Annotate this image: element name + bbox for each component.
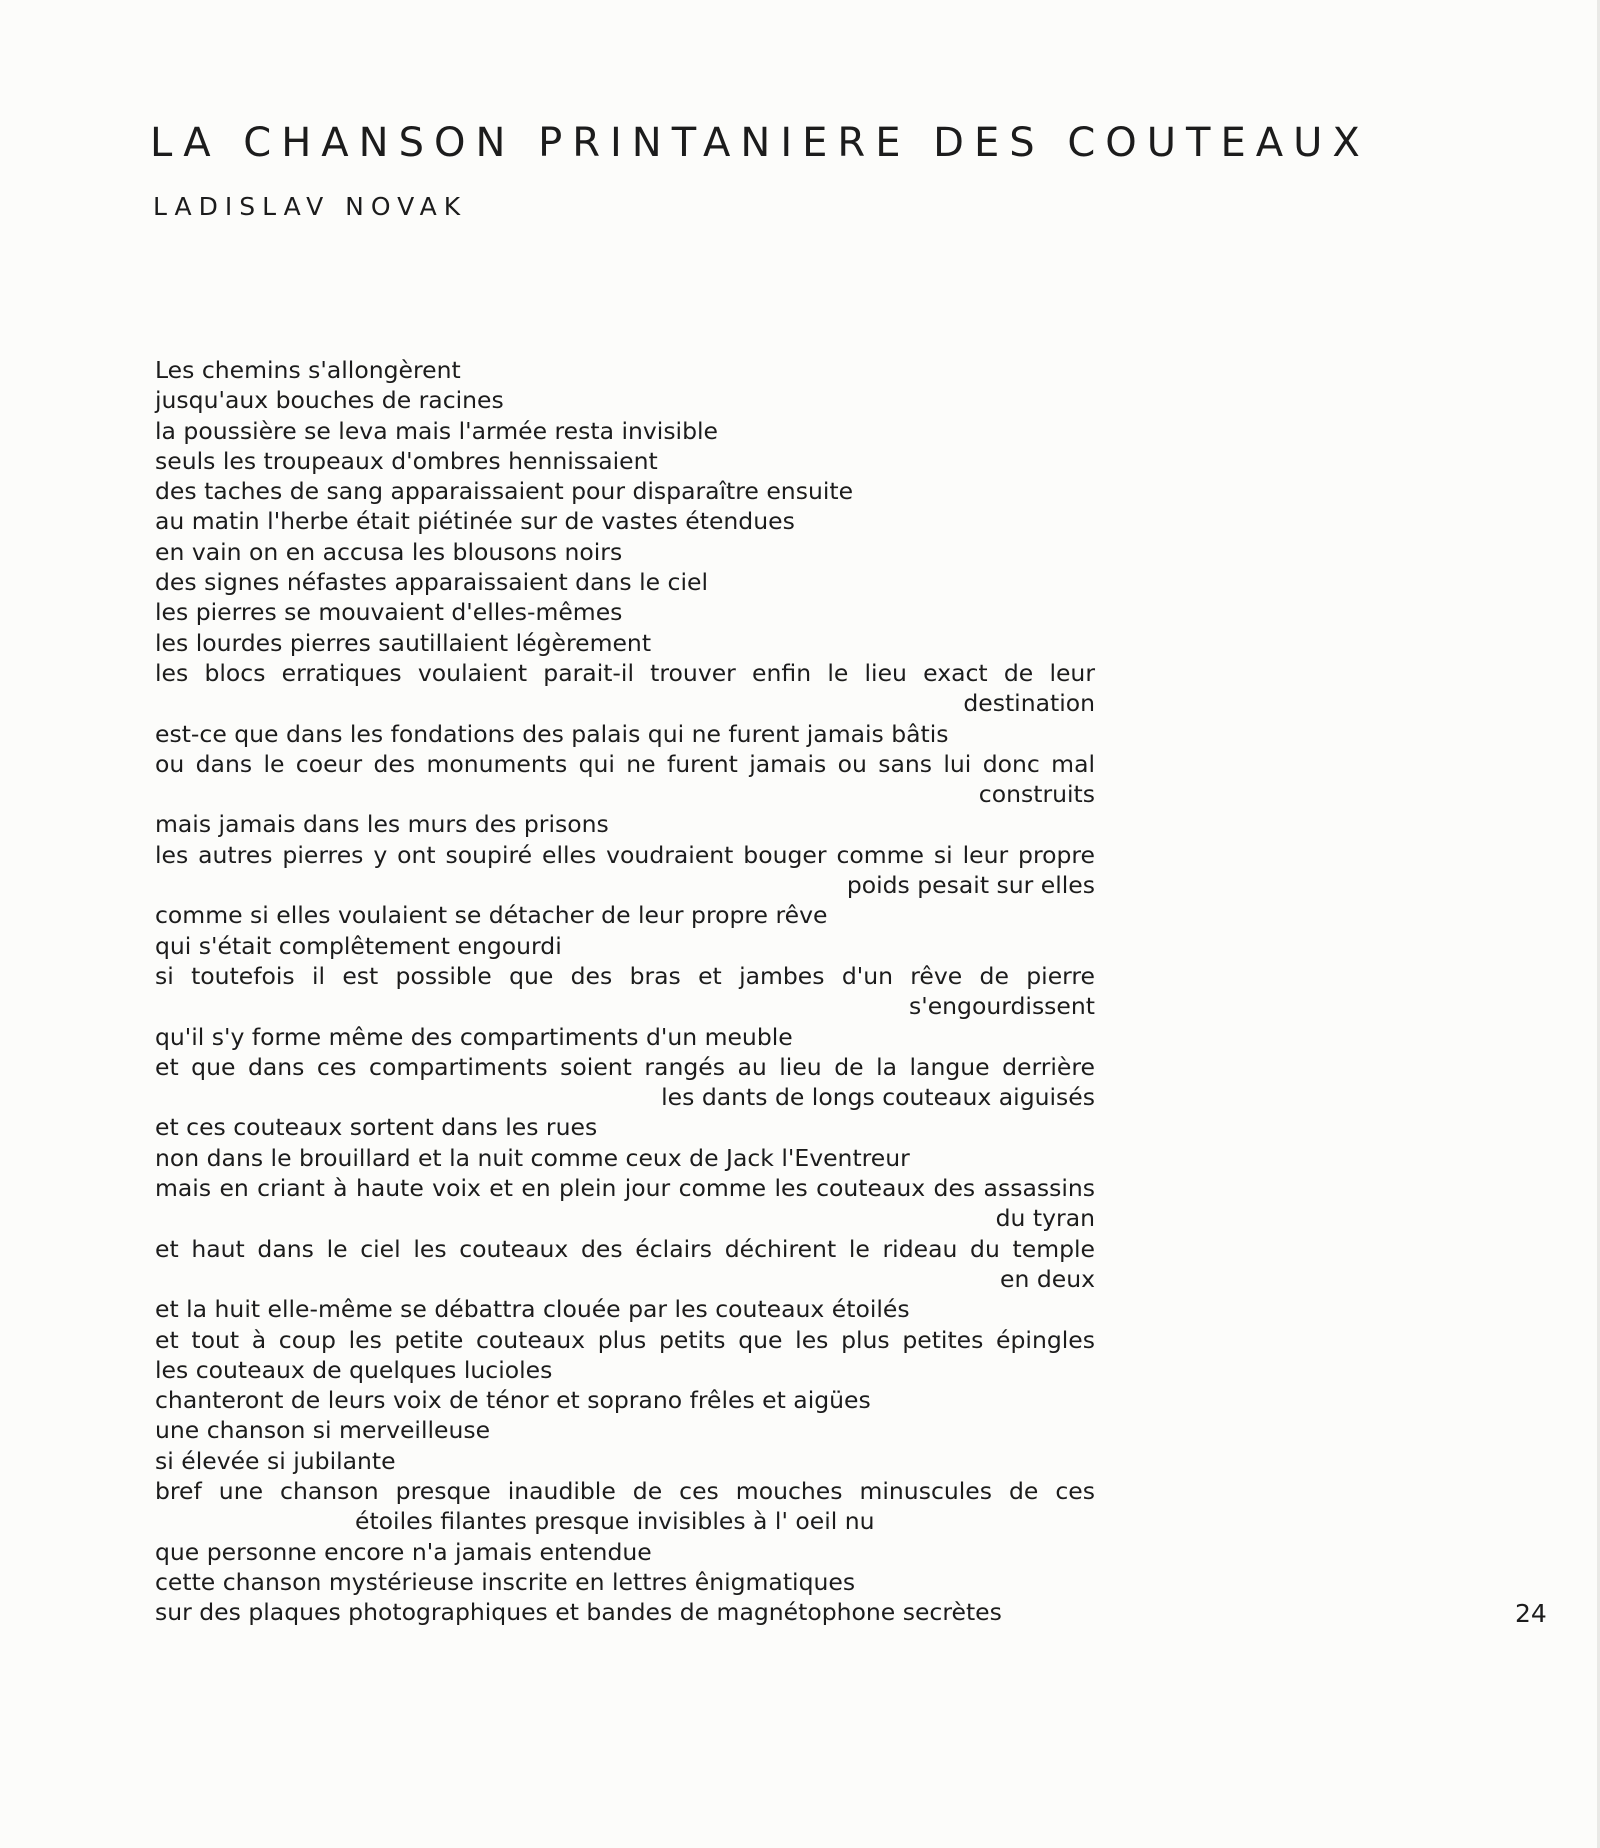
poem-line: que personne encore n'a jamais entendue	[155, 1537, 652, 1566]
poem-line: comme si elles voulaient se détacher de leur propre rêve	[155, 901, 828, 930]
poem-line: jusqu'aux bouches de racines	[155, 386, 504, 415]
poem-line: des signes néfastes apparaissaient dans le ciel	[155, 568, 708, 597]
poem-line: ou dans le coeur des monuments qui ne furent jamais ou sans lui donc mal	[155, 749, 1095, 778]
poem-line: en vain on en accusa les blousons noirs	[155, 537, 623, 566]
poem-line: les pierres se mouvaient d'elles-mêmes	[155, 598, 623, 627]
poem-line-continuation: poids pesait sur elles	[846, 871, 1095, 900]
poem-line: la poussière se leva mais l'armée resta invisible	[155, 416, 718, 445]
poem-title: LA CHANSON PRINTANIERE DES COUTEAUX	[150, 120, 1370, 166]
poem-line: et haut dans le ciel les couteaux des éclairs déchirent le rideau du temple	[155, 1234, 1095, 1263]
poem-line: et tout à coup les petite couteaux plus petits que les plus petites épingles	[155, 1325, 1095, 1354]
poem-line: sur des plaques photographiques et bandes de magnétophone secrètes	[155, 1598, 1002, 1627]
poem-body	[155, 355, 1095, 1627]
poem-line-continuation: en deux	[1000, 1264, 1095, 1293]
poem-line-continuation: destination	[963, 689, 1095, 718]
poem-line: qu'il s'y forme même des compartiments d'un meuble	[155, 1022, 793, 1051]
poem-line: mais en criant à haute voix et en plein jour comme les couteaux des assassins	[155, 1174, 1095, 1203]
poem-author: LADISLAV NOVAK	[153, 192, 468, 221]
poem-line: non dans le brouillard et la nuit comme ceux de Jack l'Eventreur	[155, 1143, 910, 1172]
poem-line-continuation: les dants de longs couteaux aiguisés	[661, 1083, 1095, 1112]
poem-line-continuation: s'engourdissent	[909, 992, 1095, 1021]
poem-line: mais jamais dans les murs des prisons	[155, 810, 609, 839]
poem-line: les autres pierres y ont soupiré elles voudraient bouger comme si leur propre	[155, 840, 1095, 869]
poem-line: une chanson si merveilleuse	[155, 1416, 491, 1445]
poem-line: au matin l'herbe était piétinée sur de vastes étendues	[155, 507, 795, 536]
poem-line: et que dans ces compartiments soient rangés au lieu de la langue derrière	[155, 1052, 1095, 1081]
poem-line: et la huit elle-même se débattra clouée par les couteaux étoilés	[155, 1295, 910, 1324]
poem-line: si élevée si jubilante	[155, 1446, 396, 1475]
poem-line: les blocs erratiques voulaient parait-il trouver enfin le lieu exact de leur	[155, 658, 1095, 687]
poem-line: chanteront de leurs voix de ténor et soprano frêles et aigües	[155, 1386, 871, 1415]
poem-line: et ces couteaux sortent dans les rues	[155, 1113, 598, 1142]
poem-line: si toutefois il est possible que des bras et jambes d'un rêve de pierre	[155, 961, 1095, 990]
poem-line-continuation: construits	[978, 780, 1095, 809]
page-number: 24	[1515, 1599, 1547, 1628]
poem-line-continuation: du tyran	[995, 1204, 1095, 1233]
poem-line: cette chanson mystérieuse inscrite en lettres ênigmatiques	[155, 1567, 856, 1596]
poem-line: seuls les troupeaux d'ombres hennissaient	[155, 446, 658, 475]
poem-line: des taches de sang apparaissaient pour disparaître ensuite	[155, 477, 854, 506]
poem-line: Les chemins s'allongèrent	[155, 356, 461, 384]
poem-line: les couteaux de quelques lucioles	[155, 1355, 553, 1384]
poem-line: qui s'était complêtement engourdi	[155, 931, 562, 960]
poem-line: bref une chanson presque inaudible de ces mouches minuscules de ces	[155, 1476, 1095, 1505]
poem-line-continuation: étoiles filantes presque invisibles à l' oeil nu	[355, 1507, 875, 1536]
poem-line: les lourdes pierres sautillaient légèrement	[155, 628, 652, 657]
poem-line: est-ce que dans les fondations des palais qui ne furent jamais bâtis	[155, 719, 949, 748]
